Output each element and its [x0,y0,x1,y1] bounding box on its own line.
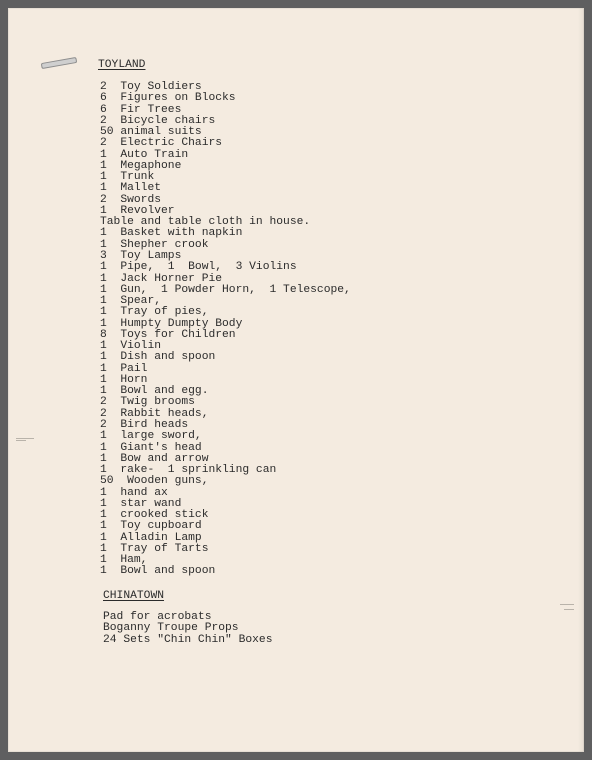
list-item: 24 Sets "Chin Chin" Boxes [103,633,273,646]
list-item: Pad for acrobats [103,611,212,623]
list-item: 50 animal suits [100,126,202,139]
list-item: 2 Toy Soldiers [100,81,202,93]
list-item: 1 Giant's head [100,441,202,454]
list-item: 1 Pail [100,362,148,375]
list-item: 1 Pipe, 1 Bowl, 3 Violins [100,261,297,274]
list-item: 1 Auto Train [100,148,189,161]
list-item: 1 Dish and spoon [100,351,216,364]
list-item: 1 Toy cupboard [100,520,202,533]
list-item: 1 Jack Horner Pie [100,272,223,285]
list-item: 1 Bowl and spoon [100,565,216,578]
paper-tear-mark [16,438,34,439]
list-item: 1 Basket with napkin [100,227,243,240]
list-item: 1 hand ax [100,486,168,499]
list-item: 3 Toy Lamps [100,249,182,262]
chinatown-heading: CHINATOWN [103,590,165,602]
list-item: 2 Swords [100,193,162,206]
list-item: 1 Horn [100,373,148,386]
list-item: 1 Trunk [100,171,155,184]
list-item: Table and table cloth in house. [100,216,311,229]
staple [41,57,77,69]
list-item: 1 Humpty Dumpty Body [100,317,243,330]
list-item: 2 Electric Chairs [100,137,223,150]
list-item: 2 Rabbit heads, [100,407,209,420]
list-item: 1 Ham, [100,554,148,567]
list-item: 1 rake- 1 sprinkling can [100,464,277,477]
list-item: 1 star wand [100,497,182,510]
list-item: 1 Shepher crook [100,238,209,251]
list-item: 1 Tray of Tarts [100,542,209,555]
list-item: 2 Bicycle chairs [100,114,216,127]
paper-tear-mark [16,440,26,441]
list-item: 2 Bird heads [100,418,189,431]
list-item: 1 Revolver [100,204,175,217]
list-item: 1 Mallet [100,182,162,195]
list-item: 1 Megaphone [100,159,182,172]
list-item: 1 Tray of pies, [100,306,209,319]
list-item: 1 Gun, 1 Powder Horn, 1 Telescope, [100,283,351,296]
chinatown-prop-list [103,612,272,646]
paper-tear-mark [560,604,574,605]
paper-tear-mark [564,609,574,610]
list-item: 6 Figures on Blocks [100,92,236,105]
list-item: 1 Alladin Lamp [100,531,202,544]
list-item: Boganny Troupe Props [103,622,239,635]
list-item: 2 Twig brooms [100,396,195,409]
list-item: 1 crooked stick [100,509,209,522]
toyland-heading: TOYLAND [98,59,146,71]
list-item: 1 Bowl and egg. [100,385,209,398]
list-item: 1 large sword, [100,430,202,443]
list-item: 1 Violin [100,340,162,353]
list-item: 8 Toys for Children [100,328,236,341]
list-item: 1 Spear, [100,295,162,308]
list-item: 50 Wooden guns, [100,475,209,488]
list-item: 6 Fir Trees [100,103,182,116]
list-item: 1 Bow and arrow [100,452,209,465]
toyland-prop-list [100,82,351,578]
